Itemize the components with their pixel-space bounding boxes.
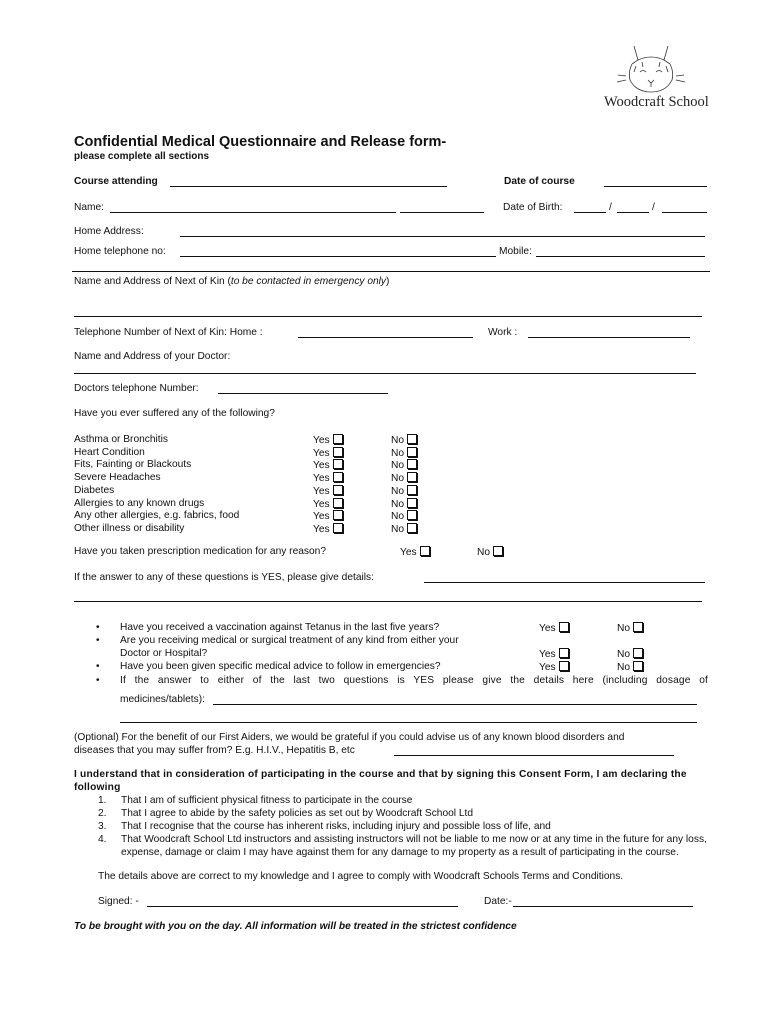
checkbox[interactable] <box>407 485 417 495</box>
prescription-no[interactable]: No <box>477 546 503 558</box>
condition-yes[interactable]: Yes <box>313 434 343 446</box>
condition-label: Diabetes <box>74 484 115 496</box>
bullet: • <box>96 622 100 633</box>
details-field-line2[interactable] <box>74 601 702 602</box>
medicines-field[interactable] <box>213 704 697 705</box>
kin-telephone-label: Telephone Number of Next of Kin: Home : <box>74 327 263 338</box>
course-attending-label: Course attending <box>74 176 158 187</box>
condition-label: Allergies to any known drugs <box>74 497 205 509</box>
signed-label: Signed: - <box>98 896 139 907</box>
treatment-question: Are you receiving medical or surgical treatment of any kind from either your <box>120 635 459 646</box>
treatment-no[interactable]: No <box>617 648 643 660</box>
condition-no[interactable]: No <box>391 447 417 459</box>
checkbox[interactable] <box>493 546 503 556</box>
details-prompt: If the answer to any of these questions is YES, please give details: <box>74 572 374 583</box>
tetanus-no[interactable]: No <box>617 622 643 634</box>
dob-year-field[interactable] <box>662 212 707 213</box>
declaration-text: I understand that in consideration of participating in the course and that by signing this Consent Form, I am declaring the following <box>74 769 687 793</box>
tetanus-question: Have you received a vaccination against Tetanus in the last five years? <box>120 622 440 633</box>
kin-work-phone-field[interactable] <box>528 337 690 338</box>
bullet: • <box>96 635 100 646</box>
tetanus-yes[interactable]: Yes <box>539 622 569 634</box>
dob-label: Date of Birth: <box>503 202 563 213</box>
name-field-extra[interactable] <box>400 212 484 213</box>
page-subtitle: please complete all sections <box>74 151 210 162</box>
advice-question: Have you been given specific medical advice to follow in emergencies? <box>120 661 441 672</box>
condition-label: Other illness or disability <box>74 522 185 534</box>
mobile-label: Mobile: <box>499 246 532 257</box>
bullet: • <box>96 675 100 686</box>
dob-separator: / <box>609 202 612 213</box>
checkbox[interactable] <box>420 546 430 556</box>
checkbox[interactable] <box>407 523 417 533</box>
declaration-number: 3. <box>98 821 107 832</box>
checkbox[interactable] <box>333 472 343 482</box>
date-label: Date:- <box>484 896 512 907</box>
checkbox[interactable] <box>559 648 569 658</box>
dob-day-field[interactable] <box>574 212 606 213</box>
declaration-number: 4. <box>98 834 107 845</box>
declaration-number: 2. <box>98 808 107 819</box>
home-telephone-label: Home telephone no: <box>74 246 166 257</box>
checkbox[interactable] <box>333 485 343 495</box>
name-field[interactable] <box>110 212 396 213</box>
condition-no[interactable]: No <box>391 459 417 471</box>
declaration-item: That Woodcraft School Ltd instructors and assisting instructors will not be liable to me now or at any time in the future for any loss, expense, damage or claim I may have against them for any damage to my property as a result of participating in the course. <box>121 834 707 858</box>
mobile-field[interactable] <box>536 256 705 257</box>
checkbox[interactable] <box>559 622 569 632</box>
dob-separator: / <box>652 202 655 213</box>
home-address-label: Home Address: <box>74 226 144 237</box>
name-label: Name: <box>74 202 105 213</box>
lynx-head-icon <box>598 42 708 94</box>
condition-label: Any other allergies, e.g. fabrics, food <box>74 510 240 522</box>
declaration-item: That I recognise that the course has inherent risks, including injury and possible loss of life, and <box>121 821 551 832</box>
prescription-question: Have you taken prescription medication for any reason? <box>74 546 326 557</box>
declaration-number: 1. <box>98 795 107 806</box>
condition-yes[interactable]: Yes <box>313 510 343 522</box>
kin-home-phone-field[interactable] <box>298 337 473 338</box>
home-address-field[interactable] <box>180 236 705 237</box>
details-dosage-prompt: If the answer to either of the last two questions is YES please give the details here (including dosage of <box>120 675 708 686</box>
medicines-field-line2[interactable] <box>120 722 697 723</box>
condition-label: Asthma or Bronchitis <box>74 434 168 445</box>
checkbox[interactable] <box>333 523 343 533</box>
checkbox[interactable] <box>407 498 417 508</box>
signature-field[interactable] <box>147 906 458 907</box>
checkbox[interactable] <box>633 648 643 658</box>
declaration-item: That I am of sufficient physical fitness to participate in the course <box>121 795 413 806</box>
conditions-question: Have you ever suffered any of the following? <box>74 408 275 419</box>
prescription-yes[interactable]: Yes <box>400 546 430 558</box>
condition-yes[interactable]: Yes <box>313 447 343 459</box>
school-logo <box>598 42 708 112</box>
condition-no[interactable]: No <box>391 434 417 446</box>
condition-no[interactable]: No <box>391 485 417 497</box>
condition-yes[interactable]: Yes <box>313 472 343 484</box>
condition-yes[interactable]: Yes <box>313 523 343 535</box>
condition-no[interactable]: No <box>391 498 417 510</box>
condition-label: Heart Condition <box>74 446 145 458</box>
details-field[interactable] <box>424 582 705 583</box>
checkbox[interactable] <box>633 622 643 632</box>
condition-no[interactable]: No <box>391 510 417 522</box>
advice-yes[interactable]: Yes <box>539 661 569 673</box>
agreement-text: The details above are correct to my knowledge and I agree to comply with Woodcraft Schools Terms and Conditions. <box>98 871 624 882</box>
home-telephone-field[interactable] <box>180 256 496 257</box>
doctor-phone-field[interactable] <box>218 393 388 394</box>
checkbox[interactable] <box>559 661 569 671</box>
page-title: Confidential Medical Questionnaire and Release form- <box>74 134 447 150</box>
advice-no[interactable]: No <box>617 661 643 673</box>
blood-disorders-field[interactable] <box>394 755 674 756</box>
condition-yes[interactable]: Yes <box>313 459 343 471</box>
condition-no[interactable]: No <box>391 523 417 535</box>
kin-work-label: Work : <box>488 327 518 338</box>
checkbox[interactable] <box>333 459 343 469</box>
checkbox[interactable] <box>407 434 417 444</box>
checkbox[interactable] <box>407 510 417 520</box>
medicines-label: medicines/tablets): <box>120 694 205 705</box>
checkbox[interactable] <box>633 661 643 671</box>
checkbox[interactable] <box>333 510 343 520</box>
next-of-kin-field[interactable] <box>74 316 702 317</box>
treatment-yes[interactable]: Yes <box>539 648 569 660</box>
condition-label: Severe Headaches <box>74 472 161 484</box>
condition-no[interactable]: No <box>391 472 417 484</box>
date-of-course-field[interactable] <box>604 186 707 187</box>
school-name: Woodcraft School <box>604 94 709 110</box>
checkbox[interactable] <box>333 447 343 457</box>
doctor-field[interactable] <box>74 373 696 374</box>
checkbox[interactable] <box>407 472 417 482</box>
date-field[interactable] <box>513 906 693 907</box>
checkbox[interactable] <box>407 459 417 469</box>
confidentiality-note: To be brought with you on the day. All information will be treated in the strictest confidence <box>74 921 517 932</box>
condition-yes[interactable]: Yes <box>313 498 343 510</box>
optional-blood-disorders-cont: diseases that you may suffer from? E.g. H.I.V., Hepatitis B, etc <box>74 745 355 756</box>
checkbox[interactable] <box>333 434 343 444</box>
checkbox[interactable] <box>333 498 343 508</box>
dob-month-field[interactable] <box>617 212 649 213</box>
doctor-phone-label: Doctors telephone Number: <box>74 383 199 394</box>
optional-blood-disorders: (Optional) For the benefit of our First Aiders, we would be grateful if you could advise us of any known blood disorders and <box>74 732 625 743</box>
date-of-course-label: Date of course <box>504 176 575 187</box>
course-attending-field[interactable] <box>170 186 447 187</box>
section-divider <box>72 271 710 272</box>
condition-label: Fits, Fainting or Blackouts <box>74 459 192 471</box>
checkbox[interactable] <box>407 447 417 457</box>
bullet: • <box>96 661 100 672</box>
doctor-label: Name and Address of your Doctor: <box>74 351 231 362</box>
treatment-question-cont: Doctor or Hospital? <box>120 648 208 659</box>
declaration-item: That I agree to abide by the safety policies as set out by Woodcraft School Ltd <box>121 808 474 819</box>
condition-yes[interactable]: Yes <box>313 485 343 497</box>
next-of-kin-label: Name and Address of Next of Kin (to be contacted in emergency only) <box>74 276 390 287</box>
